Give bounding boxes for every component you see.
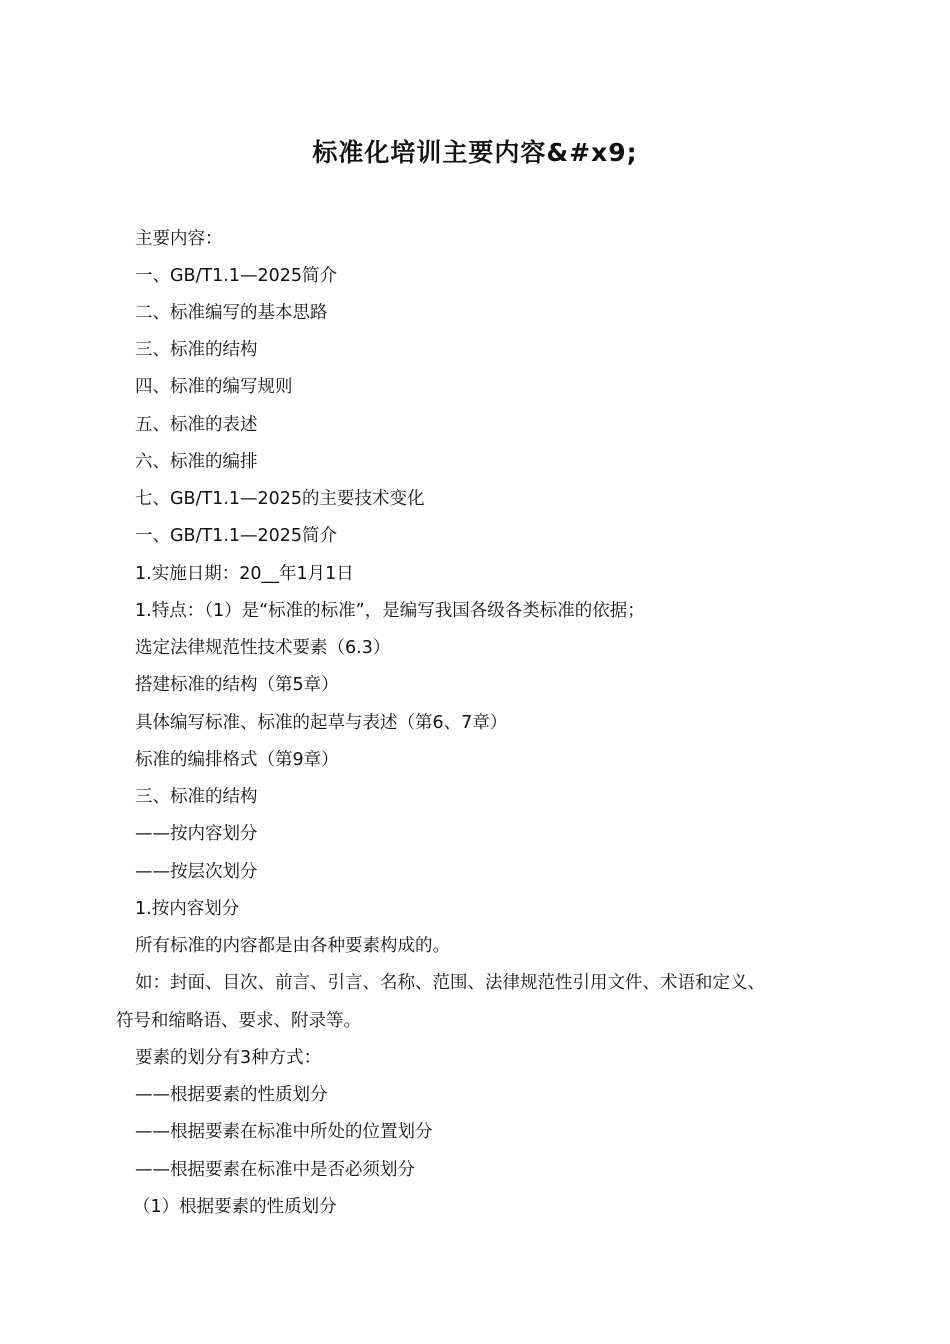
text-line: ——按内容划分: [135, 824, 258, 844]
text-line: 1.实施日期：20__年1月1日: [135, 564, 354, 584]
text-line: 标准的编排格式（第9章）: [135, 750, 339, 770]
text-line: 一、GB/T1.1—2025简介: [135, 526, 338, 546]
text-line: 所有标准的内容都是由各种要素构成的。: [135, 936, 450, 956]
text-line: 四、标准的编写规则: [135, 377, 293, 397]
text-line: 二、标准编写的基本思路: [135, 303, 328, 323]
text-line: 三、标准的结构: [135, 340, 258, 360]
text-line: ——根据要素在标准中所处的位置划分: [135, 1122, 433, 1142]
text-line: ——根据要素在标准中是否必须划分: [135, 1160, 415, 1180]
text-line: 要素的划分有3种方式：: [135, 1048, 322, 1068]
text-line: ——根据要素的性质划分: [135, 1085, 328, 1105]
text-line: 七、GB/T1.1—2025的主要技术变化: [135, 489, 425, 509]
text-line: 具体编写标准、标准的起草与表述（第6、7章）: [135, 713, 508, 733]
text-line: 1.特点：（1）是“标准的标准”，是编写我国各级各类标准的依据；: [135, 601, 645, 621]
text-line: 三、标准的结构: [135, 787, 258, 807]
text-line: （1）根据要素的性质划分: [133, 1197, 337, 1217]
text-line: 六、标准的编排: [135, 452, 258, 472]
text-line: 1.按内容划分: [135, 899, 240, 919]
text-line: 一、GB/T1.1—2025简介: [135, 266, 338, 286]
text-line: 主要内容：: [135, 229, 223, 249]
text-line: 五、标准的表述: [135, 415, 258, 435]
text-line: 符号和缩略语、要求、附录等。: [116, 1011, 361, 1031]
text-line: ——按层次划分: [135, 862, 258, 882]
text-line: 如：封面、目次、前言、引言、名称、范围、法律规范性引用文件、术语和定义、: [135, 973, 765, 993]
text-line: 选定法律规范性技术要素（6.3）: [135, 638, 391, 658]
text-line: 搭建标准的结构（第5章）: [135, 675, 339, 695]
document-title: 标准化培训主要内容&#x9;: [312, 138, 638, 167]
